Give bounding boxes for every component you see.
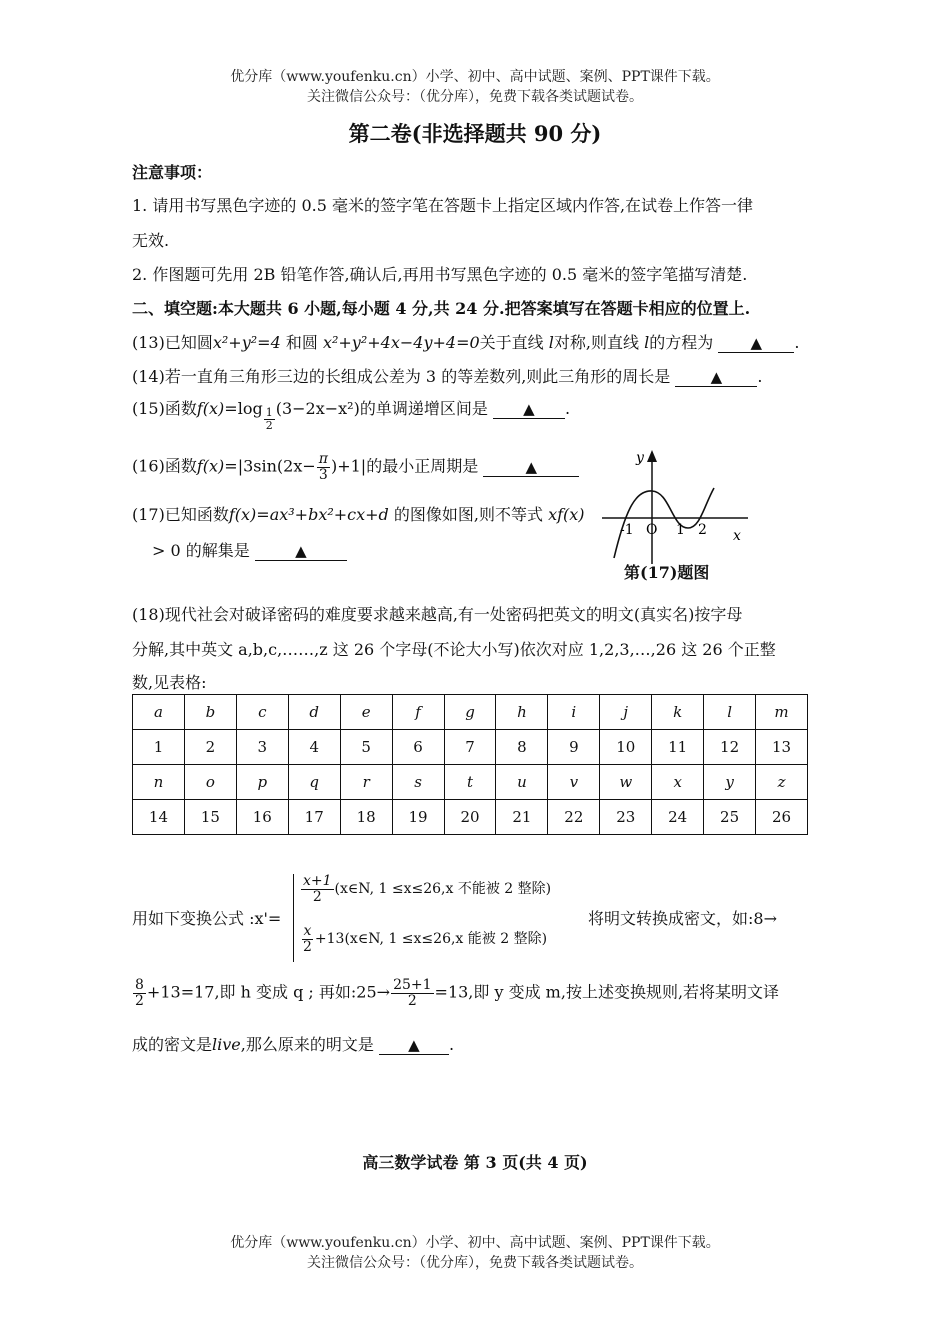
q13-suffix-a: 关于直线 — [479, 333, 544, 352]
table-cell: 22 — [548, 800, 600, 835]
table-cell: n — [133, 765, 185, 800]
table-cell: 10 — [600, 730, 652, 765]
table-row-letters-2 — [133, 765, 808, 800]
q13-answer-blank[interactable] — [718, 334, 794, 353]
tick-origin: O — [646, 522, 658, 538]
table-cell: t — [444, 765, 496, 800]
q16-answer-blank[interactable] — [483, 458, 579, 477]
q18-line3: 数,见表格: — [132, 673, 207, 692]
q16-fx: f(x) — [196, 456, 225, 476]
formula-case-2 — [300, 924, 547, 954]
formula-after: 将明文转换成密文，如:8→ — [588, 909, 777, 928]
q13-suffix-b: 对称,则直线 — [553, 333, 639, 352]
case1-fraction: $\frac{x+1}{2}$ — [303, 873, 332, 905]
q18-cipher-word: live — [212, 1035, 241, 1054]
q18-last-prefix: 成的密文是 — [132, 1035, 213, 1054]
table-cell: c — [236, 695, 288, 730]
case1-condition: (x∈N, 1 ≤x≤26,x 不能被 2 整除) — [334, 881, 552, 898]
q15-fx: f(x) — [196, 399, 225, 418]
q17-prefix: (17)已知函数 — [132, 505, 229, 524]
q14-answer-blank[interactable] — [675, 368, 757, 387]
q13-prefix: (13)已知圆 — [132, 333, 213, 352]
q18-line2: 分解,其中英文 a,b,c,……,z 这 26 个字母(不论大小写)依次对应 1,2,3,…,26 这 26 个正整 — [132, 640, 776, 659]
q13-mid: 和圆 — [285, 333, 318, 352]
formula-case-1 — [300, 874, 551, 904]
table-cell: 9 — [548, 730, 600, 765]
question-15: (15)函数f(x)=log $\frac{1}{2}$ (3−2x−x²)的单调递增区间是 ▲ . — [132, 399, 571, 432]
q13-suffix-c: 的方程为 — [649, 333, 714, 352]
x-axis-label: x — [733, 528, 741, 544]
table-cell: 17 — [288, 800, 340, 835]
q17-fx: f(x)=ax³+bx²+cx+d — [228, 505, 389, 524]
bottom-banner-line2: 关注微信公众号：（优分库），免费下载各类试题试卷。 — [307, 1255, 643, 1271]
question-14: (14)若一直角三角形三边的长组成公差为 3 的等差数列,则此三角形的周长是 ▲ . — [132, 367, 763, 386]
table-cell: 26 — [756, 800, 808, 835]
tick-neg1: -1 — [620, 522, 634, 538]
answer-triangle-icon: ▲ — [295, 542, 307, 560]
table-cell: 15 — [184, 800, 236, 835]
q15-arg: (3−2x−x²) — [275, 399, 360, 418]
q17-ineq: xf(x) — [548, 505, 585, 524]
tick-1: 1 — [676, 522, 685, 538]
table-cell: a — [133, 695, 185, 730]
table-cell: z — [756, 765, 808, 800]
table-cell: l — [704, 695, 756, 730]
q13-circle2: x²+y²+4x−4y+4=0 — [322, 333, 480, 352]
table-cell: j — [600, 695, 652, 730]
table-cell: 14 — [133, 800, 185, 835]
table-cell: w — [600, 765, 652, 800]
answer-triangle-icon: ▲ — [408, 1036, 420, 1054]
q17-line2: > 0 的解集是 — [152, 541, 250, 560]
notes-heading: 注意事项： — [132, 163, 213, 182]
answer-triangle-icon: ▲ — [710, 368, 723, 386]
note-item-1-cont: 无效. — [132, 231, 170, 250]
table-cell: x — [652, 765, 704, 800]
table-cell: 6 — [392, 730, 444, 765]
table-cell: 12 — [704, 730, 756, 765]
formula-intro: 用如下变换公式 :x'= — [132, 909, 282, 928]
q15-prefix: (15)函数 — [132, 399, 197, 418]
table-cell: q — [288, 765, 340, 800]
answer-triangle-icon: ▲ — [750, 334, 763, 352]
q18-last-suffix: ,那么原来的明文是 — [240, 1035, 374, 1054]
table-cell: 4 — [288, 730, 340, 765]
table-cell: 21 — [496, 800, 548, 835]
case2-condition: +13(x∈N, 1 ≤x≤26,x 能被 2 整除) — [314, 931, 548, 948]
table-cell: 3 — [236, 730, 288, 765]
table-cell: 20 — [444, 800, 496, 835]
q18-last-line: 成的密文是live,那么原来的明文是 ▲ . — [132, 1035, 455, 1054]
table-cell: 2 — [184, 730, 236, 765]
q16-pi-over-3: $\frac{\pi}{3}$ — [318, 451, 328, 483]
table-cell: h — [496, 695, 548, 730]
q14-text: (14)若一直角三角形三边的长组成公差为 3 的等差数列,则此三角形的周长是 — [132, 367, 671, 386]
table-cell: r — [340, 765, 392, 800]
example-fraction-2: $\frac{25+1}{2}$ — [393, 977, 432, 1009]
q15-suffix: 的单调递增区间是 — [359, 399, 488, 418]
table-row-numbers-2 — [133, 800, 808, 835]
top-banner-line2: 关注微信公众号：（优分库），免费下载各类试题试卷。 — [307, 89, 643, 105]
y-axis-arrow-icon — [647, 450, 657, 462]
part2-heading: 二、填空题:本大题共 6 小题,每小题 4 分,共 24 分.把答案填写在答题卡相应的位置上. — [132, 299, 751, 318]
table-cell: y — [704, 765, 756, 800]
q17-figure-caption: 第(17)题图 — [624, 563, 710, 582]
q15-log-base: $\frac{1}{2}$ — [265, 406, 273, 432]
letter-number-table — [132, 694, 808, 835]
q18-example-line — [132, 978, 779, 1008]
table-cell: f — [392, 695, 444, 730]
example-text-1: +13=17,即 h 变成 q ; 再如:25→ — [146, 982, 391, 1002]
table-cell: p — [236, 765, 288, 800]
answer-triangle-icon: ▲ — [523, 400, 535, 418]
table-cell: 7 — [444, 730, 496, 765]
q13-line-var-2: l — [644, 333, 650, 352]
table-cell: u — [496, 765, 548, 800]
question-17 — [132, 502, 585, 525]
table-cell: e — [340, 695, 392, 730]
table-row-letters-1 — [133, 695, 808, 730]
question-16 — [132, 452, 579, 482]
y-axis-label: y — [636, 450, 644, 466]
q18-answer-blank[interactable] — [379, 1036, 449, 1055]
table-cell: 1 — [133, 730, 185, 765]
q15-log: =log — [224, 399, 263, 418]
table-cell: 19 — [392, 800, 444, 835]
table-row-numbers-1 — [133, 730, 808, 765]
example-text-2: =13,即 y 变成 m,按上述变换规则,若将某明文译 — [434, 982, 780, 1002]
table-cell: 23 — [600, 800, 652, 835]
table-cell: d — [288, 695, 340, 730]
q13-line-var: l — [548, 333, 554, 352]
table-cell: 18 — [340, 800, 392, 835]
example-fraction-1: $\frac{8}{2}$ — [135, 977, 144, 1009]
table-cell: v — [548, 765, 600, 800]
table-cell: 5 — [340, 730, 392, 765]
table-cell: 11 — [652, 730, 704, 765]
q17-answer-blank[interactable] — [255, 542, 347, 561]
bottom-banner-line1: 优分库（www.youfenku.cn）小学、初中、高中试题、案例、PPT课件下载。 — [230, 1235, 720, 1251]
table-cell: 8 — [496, 730, 548, 765]
table-cell: k — [652, 695, 704, 730]
page-footer: 高三数学试卷 第 3 页(共 4 页) — [362, 1153, 588, 1172]
table-cell: 13 — [756, 730, 808, 765]
q13-circle1: x²+y²=4 — [212, 333, 281, 352]
q16-eq1: =|3sin(2x− — [224, 456, 316, 476]
q16-suffix: 的最小正周期是 — [366, 456, 479, 476]
table-cell: i — [548, 695, 600, 730]
answer-triangle-icon: ▲ — [525, 457, 538, 476]
table-cell: s — [392, 765, 444, 800]
q17-mid: 的图像如图,则不等式 — [393, 505, 543, 524]
table-cell: g — [444, 695, 496, 730]
note-item-1: 1. 请用书写黑色字迹的 0.5 毫米的签字笔在答题卡上指定区域内作答,在试卷上作答一律 — [132, 196, 754, 215]
table-cell: b — [184, 695, 236, 730]
q18-line1: (18)现代社会对破译密码的难度要求越来越高,有一处密码把英文的明文(真实名)按字母 — [132, 605, 743, 624]
q15-answer-blank[interactable] — [493, 400, 565, 419]
table-cell: o — [184, 765, 236, 800]
q16-prefix: (16)函数 — [132, 456, 197, 476]
q16-eq2: )+1| — [330, 456, 367, 476]
table-cell: 24 — [652, 800, 704, 835]
table-cell: m — [756, 695, 808, 730]
section-title: 第二卷(非选择题共 90 分) — [348, 121, 602, 146]
question-17-line2 — [152, 538, 347, 561]
q17-graph — [600, 448, 760, 568]
table-cell: 25 — [704, 800, 756, 835]
question-13: (13)已知圆x²+y²=4 和圆 x²+y²+4x−4y+4=0关于直线 l对称,则直线 l的方程为 ▲ . — [132, 333, 800, 352]
note-item-2: 2. 作图题可先用 2B 铅笔作答,确认后,再用书写黑色字迹的 0.5 毫米的签字笔描写清楚. — [132, 265, 748, 284]
table-cell: 16 — [236, 800, 288, 835]
case2-fraction: $\frac{x}{2}$ — [303, 923, 312, 955]
top-banner-line1: 优分库（www.youfenku.cn）小学、初中、高中试题、案例、PPT课件下载。 — [230, 69, 720, 85]
tick-2: 2 — [698, 522, 707, 538]
